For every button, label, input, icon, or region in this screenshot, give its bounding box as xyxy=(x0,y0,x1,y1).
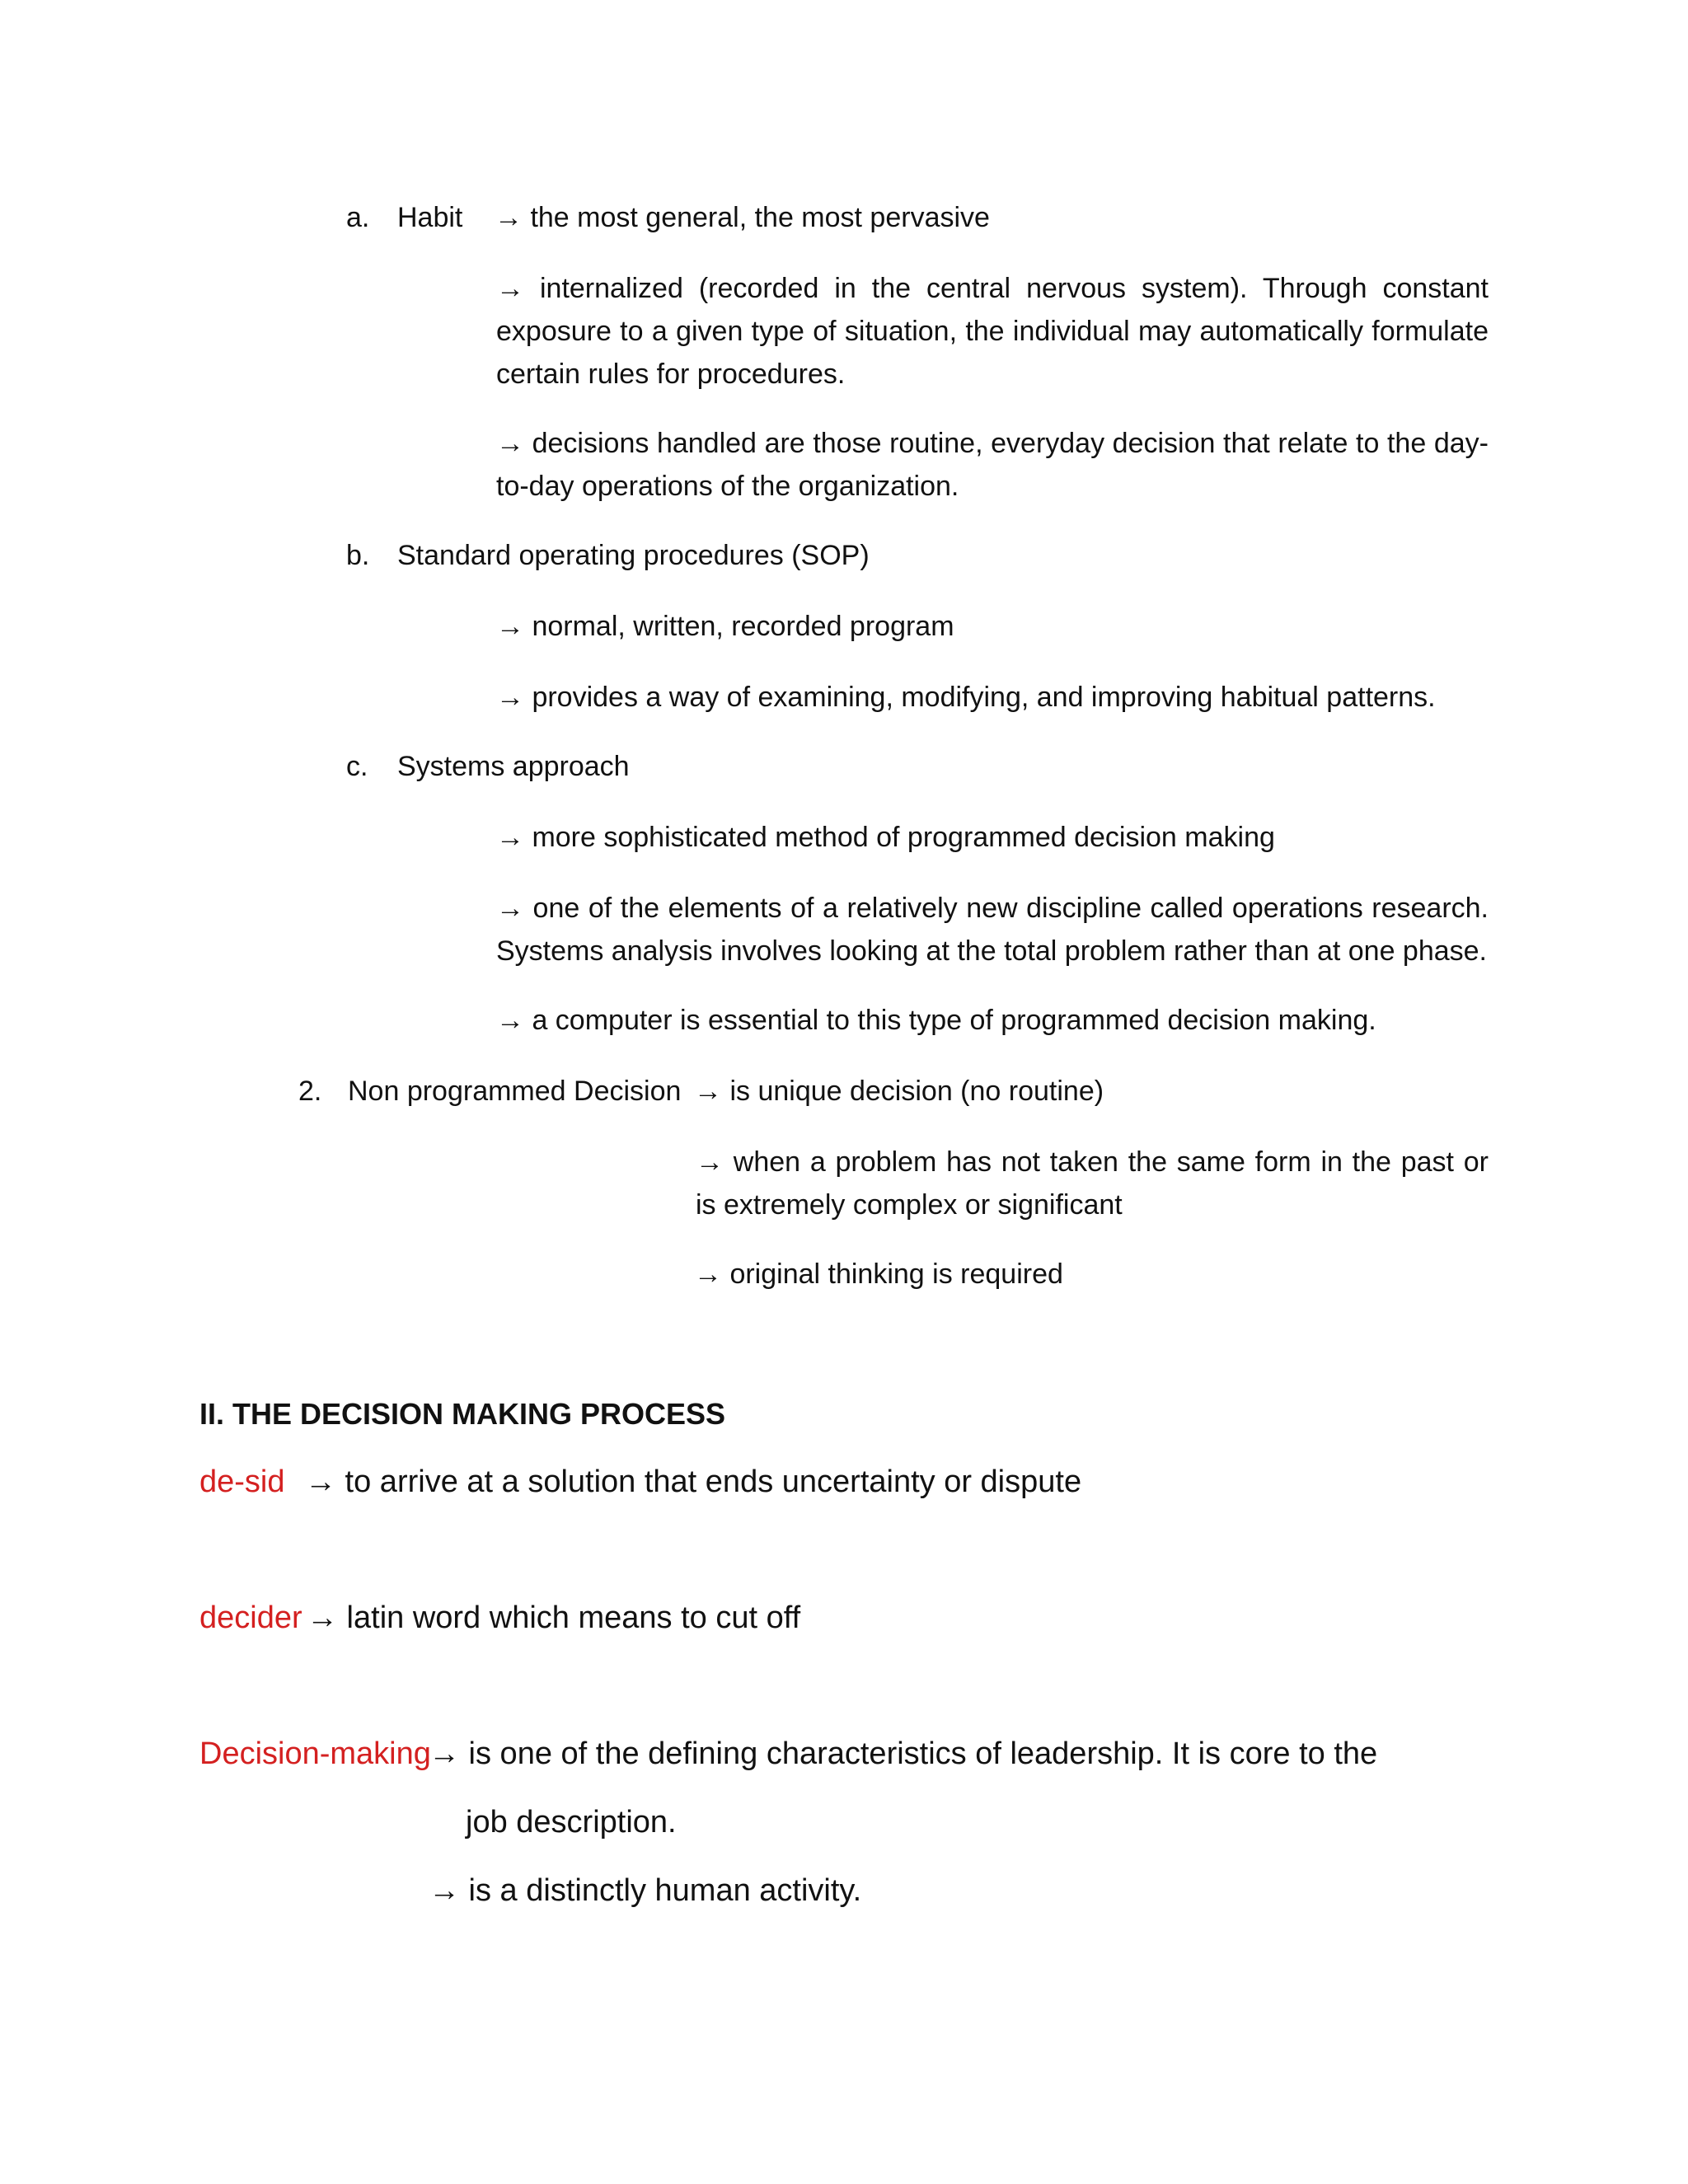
definition-decision-making-1-cont: job description. xyxy=(466,1805,677,1840)
habit-point-1: → the most general, the most pervasive xyxy=(495,202,990,233)
list-marker-b: b. xyxy=(346,540,370,571)
section-heading: II. THE DECISION MAKING PROCESS xyxy=(199,1397,726,1431)
definition-decider: → latin word which means to cut off xyxy=(307,1601,801,1635)
list-term-habit: Habit xyxy=(397,202,463,233)
list-marker-2: 2. xyxy=(298,1076,322,1107)
definition-decision-making-2: → is a distinctly human activity. xyxy=(429,1873,862,1908)
term-decision-making: Decision-making xyxy=(199,1736,431,1771)
definition-decision-making-1: → is one of the defining characteristics of leadership. It is core to the xyxy=(429,1736,1378,1771)
habit-point-2: → internalized (recorded in the central nervous system). Through constant exposure to a given type of situation, the individual may automatically formulate certain rules for procedures. xyxy=(496,273,1489,390)
systems-point-3: → a computer is essential to this type of programmed decision making. xyxy=(496,1005,1376,1036)
nonprogrammed-point-3: → original thinking is required xyxy=(694,1258,1063,1290)
list-term-nonprogrammed: Non programmed Decision xyxy=(348,1076,682,1107)
habit-point-3: → decisions handled are those routine, everyday decision that relate to the day-to-day operations of the organization. xyxy=(496,428,1489,502)
nonprogrammed-point-1: → is unique decision (no routine) xyxy=(694,1076,1104,1107)
systems-point-2: → one of the elements of a relatively new discipline called operations research. Systems analysis involves looking at the total problem rather than at one phase. xyxy=(496,893,1489,967)
list-marker-c: c. xyxy=(346,751,368,782)
definition-desid: → to arrive at a solution that ends uncertainty or dispute xyxy=(305,1465,1082,1499)
sop-point-2: → provides a way of examining, modifying, and improving habitual patterns. xyxy=(496,682,1436,713)
systems-point-1: → more sophisticated method of programmed decision making xyxy=(496,822,1275,853)
list-term-sop: Standard operating procedures (SOP) xyxy=(397,540,870,571)
term-decider: decider xyxy=(199,1601,302,1635)
nonprogrammed-point-2: → when a problem has not taken the same form in the past or is extremely complex or significant xyxy=(696,1146,1489,1221)
term-desid: de-sid xyxy=(199,1465,285,1499)
sop-point-1: → normal, written, recorded program xyxy=(496,611,954,642)
list-marker-a: a. xyxy=(346,202,370,233)
list-term-systems: Systems approach xyxy=(397,751,630,782)
